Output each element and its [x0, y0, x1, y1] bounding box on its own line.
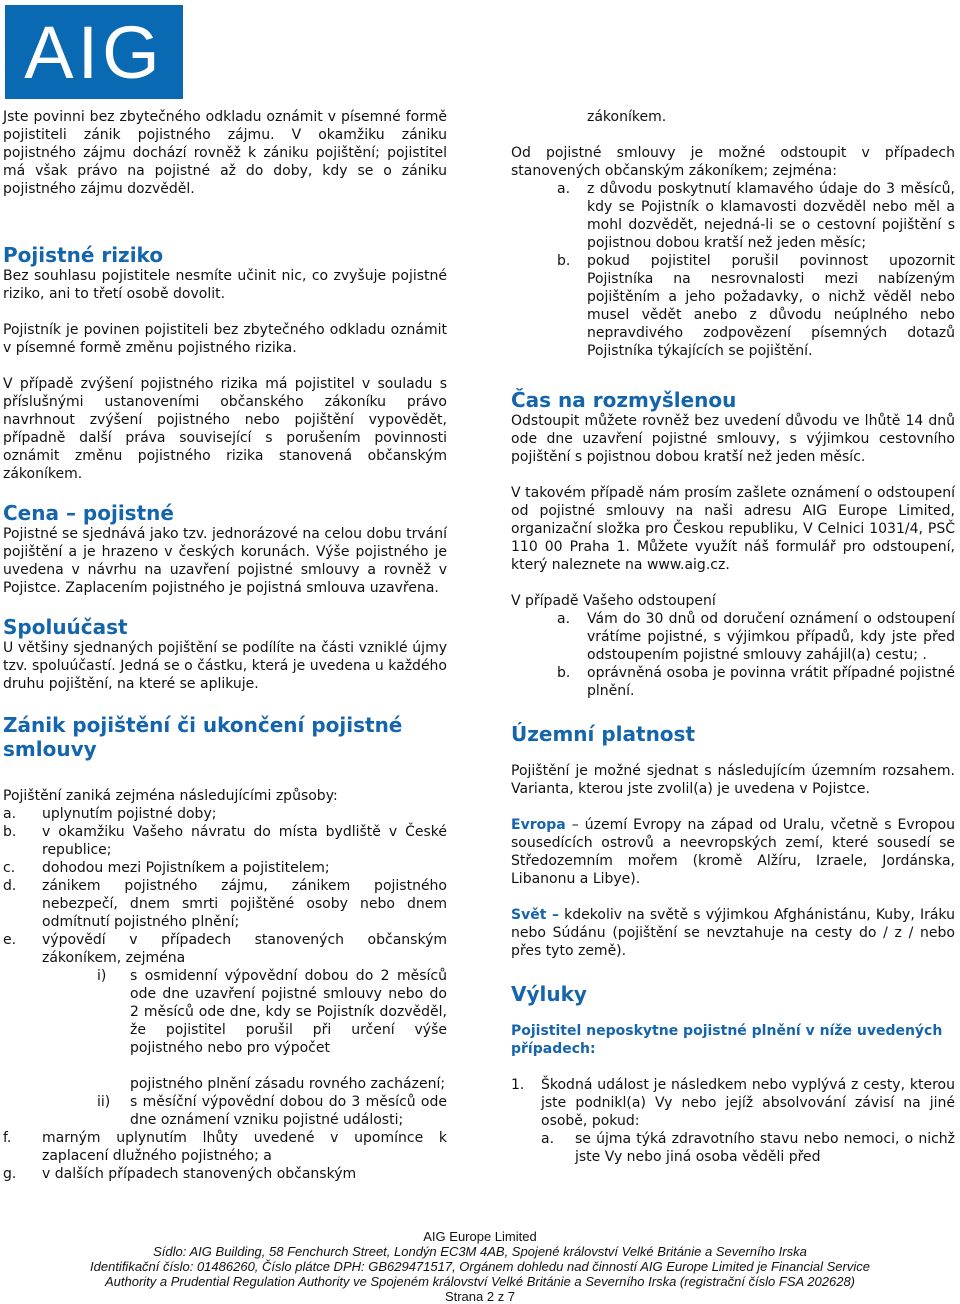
- cas-list: [511, 610, 955, 700]
- list-item-text: v dalších případech stanovených občanským: [42, 1166, 357, 1182]
- list-marker: g.: [3, 1166, 17, 1182]
- svet-label: Svět –: [511, 907, 559, 923]
- list-item-text: v okamžiku Vašeho návratu do místa bydliště v České republice;: [42, 824, 447, 858]
- list-marker: a.: [3, 806, 17, 822]
- list-item-text: z důvodu poskytnutí klamavého údaje do 3 měsíců, kdy se Pojistník o klamavosti dozvěděl nebo měl a mohl dozvědět, nejedná-li se o cestovní pojištění s pojistnou dobou kratší než jeden měsíc;: [587, 181, 955, 251]
- list-item: [511, 610, 955, 664]
- list-marker: 1.: [511, 1077, 525, 1093]
- page-number: Strana 2 z 7: [444, 1289, 516, 1304]
- page-footer: [0, 1229, 960, 1304]
- riziko-paragraph-2: Pojistník je povinen pojistiteli bez zbytečného odkladu oznámit v písemné formě změnu pojistného rizika.: [3, 322, 447, 356]
- riziko-paragraph-1: Bez souhlasu pojistitele nesmíte učinit nic, co zvyšuje pojistné riziko, ani to třetí osobě dovolit.: [3, 268, 447, 302]
- footer-company: AIG Europe Limited: [423, 1229, 537, 1244]
- cena-paragraph: Pojistné se sjednává jako tzv. jednorázové na celou dobu trvání pojištění a je hrazeno v českých korunách. Výše pojistného je uvedena v návrhu na uzavření pojistné smlouvy a rovněž v Pojistce. Zaplacením pojistného je pojistná smlouva uzavřena.: [3, 526, 447, 596]
- list-marker: b.: [3, 824, 17, 840]
- list-item-text: pojistného plnění zásadu rovného zacházení;: [130, 1076, 446, 1092]
- heading-cas-na-rozmyslenou: Čas na rozmyšlenou: [511, 388, 737, 412]
- list-item: [3, 859, 447, 877]
- list-item: [3, 931, 447, 967]
- odstoupit-paragraph: Od pojistné smlouvy je možné odstoupit v případech stanovených občanským zákoníkem; zejména:: [511, 145, 955, 179]
- list-item: [3, 823, 447, 859]
- list-item-text: oprávněná osoba je povinna vrátit případné pojistné plnění.: [587, 665, 955, 699]
- list-item-text: pokud pojistitel porušil povinnost upozornit Pojistníka na nesrovnalosti mezi nabízeným pojištěním a jeho požadavky, o nichž věděl nebo musel vědět anebo z důvodu neúplného nebo nepravdivého zodpovězení písemných dotazů Pojistníka týkajících se pojištění.: [587, 253, 955, 359]
- list-item: [511, 1130, 955, 1166]
- list-item: [511, 1076, 955, 1130]
- list-item: [3, 1093, 447, 1129]
- evropa-text: – území Evropy na západ od Uralu, včetně s Evropou sousedících ostrovů a neevropských zemí, které sousedí se Středozemním mořem (kromě Alžíru, Izraele, Jordánska, Libanonu a Libye).: [511, 817, 955, 887]
- evropa-label: Evropa: [511, 817, 566, 833]
- list-item: [3, 805, 447, 823]
- list-item-text: zánikem pojistného zájmu, zánikem pojistného nebezpečí, dnem smrti pojištěné osoby nebo dnem odmítnutí pojistného plnění;: [42, 878, 447, 930]
- continuation-text: zákoníkem.: [587, 109, 667, 125]
- list-marker: a.: [541, 1131, 555, 1147]
- footer-line-1: Sídlo: AIG Building, 58 Fenchurch Street, Londýn EC3M 4AB, Spojené království Velké Británie a Severního Irska: [153, 1244, 807, 1259]
- list-item: [3, 967, 447, 1057]
- left-column: [3, 108, 447, 1183]
- heading-pojistne-riziko: Pojistné riziko: [3, 243, 164, 267]
- list-item: [3, 1165, 447, 1183]
- list-item: [511, 252, 955, 360]
- list-item: [3, 1075, 447, 1093]
- list-marker: d.: [3, 878, 17, 894]
- list-item-text: Vám do 30 dnů od doručení oznámení o odstoupení vrátíme pojistné, s výjimkou případů, kdy jste před odstoupením pojistné smlouvy zahájil(a) cestu; .: [587, 611, 955, 663]
- zanik-intro: Pojištění zaniká zejména následujícími způsoby:: [3, 788, 338, 804]
- odstoupit-list: [511, 180, 955, 360]
- list-marker: c.: [3, 860, 16, 876]
- aig-logo: [5, 5, 183, 99]
- list-item-text: Škodná událost je následkem nebo vyplývá z cesty, kterou jste podnikl(a) Vy nebo jejíž absolvování závisí na jiné osobě, pokud:: [541, 1077, 955, 1129]
- logo-text: AIG: [24, 11, 164, 94]
- footer-line-3: Authority a Prudential Regulation Authority ve Spojeném království Velké Británie a Severního Irska (registrační číslo FSA 202628): [104, 1274, 856, 1289]
- list-marker: i): [97, 968, 107, 984]
- list-item-text: dohodou mezi Pojistníkem a pojistitelem;: [42, 860, 330, 876]
- evropa-paragraph: [511, 816, 955, 888]
- list-marker: a.: [557, 611, 571, 627]
- list-marker: b.: [557, 253, 571, 269]
- cas-paragraph-3: V případě Vašeho odstoupení: [511, 593, 716, 609]
- list-marker: e.: [3, 932, 17, 948]
- list-item-text: marným uplynutím lhůty uvedené v upomínce k zaplacení dlužného pojistného; a: [42, 1130, 447, 1164]
- list-marker: b.: [557, 665, 571, 681]
- spoluucast-paragraph: U většiny sjednaných pojištění se podílíte na části vzniklé újmy tzv. spoluúčastí. Jedná se o částku, která je uvedena u každého druhu pojištění, na které se aplikuje.: [3, 640, 447, 692]
- footer-line-2: Identifikační číslo: 01486260, Číslo plátce DPH: GB629471517, Orgánem dohledu nad činností AIG Europe Limited je Financial Service: [90, 1259, 870, 1274]
- svet-text: kdekoliv na světě s výjimkou Afghánistánu, Kuby, Iráku nebo Súdánu (pojištění se nevztahuje na cesty do / z / nebo přes tyto země).: [511, 907, 955, 959]
- uzemni-paragraph: Pojištění je možné sjednat s následujícím územním rozsahem. Varianta, kterou jste zvolil(a) je uvedena v Pojistce.: [511, 763, 955, 797]
- list-marker: a.: [557, 181, 571, 197]
- cas-paragraph-2: V takovém případě nám prosím zašlete oznámení o odstoupení od pojistné smlouvy na naši adresu AIG Europe Limited, organizační složka pro Českou republiku, V Celnici 1031/4, PSČ 110 00 Praha 1. Můžete využít náš formulář pro odstoupení, který naleznete na www.aig.cz.: [511, 485, 955, 573]
- heading-uzemni-platnost: Územní platnost: [511, 722, 696, 746]
- list-item-text: s měsíční výpovědní dobou do 3 měsíců ode dne oznámení vzniku pojistné události;: [130, 1094, 447, 1128]
- list-item: [511, 664, 955, 700]
- list-item: [3, 877, 447, 931]
- heading-spoluucast: Spoluúčast: [3, 615, 128, 639]
- svet-paragraph: [511, 906, 955, 960]
- heading-cena-pojistne: Cena – pojistné: [3, 501, 174, 525]
- intro-paragraph: Jste povinni bez zbytečného odkladu oznámit v písemné formě pojistiteli zánik pojistného zájmu. V okamžiku zániku pojistného zájmu dochází rovněž k zániku pojištění; pojistitel má však právo na pojistné až do doby, kdy se o zániku pojistného zájmu dozvěděl.: [3, 109, 447, 197]
- riziko-paragraph-3: V případě zvýšení pojistného rizika má pojistitel v souladu s příslušnými ustanoveními občanského zákoníku právo navrhnout zvýšení pojistného nebo pojištění vypovědět, případně další práva související s porušením povinnosti oznámit změnu pojistného rizika stanovená občanským zákoníkem.: [3, 376, 447, 482]
- vyluky-list: [511, 1076, 955, 1130]
- list-item-text: se újma týká zdravotního stavu nebo nemoci, o nichž jste Vy nebo jiná osoba věděli před: [575, 1131, 955, 1165]
- list-item-text: výpovědí v případech stanovených občanským zákoníkem, zejména: [42, 932, 447, 966]
- list-marker: ii): [97, 1094, 111, 1110]
- heading-vyluky: Výluky: [511, 982, 587, 1006]
- cas-paragraph-1: Odstoupit můžete rovněž bez uvedení důvodu ve lhůtě 14 dnů ode dne uzavření pojistné smlouvy, s výjimkou cestovního pojištění s pojistnou dobou kratší než jeden měsíc.: [511, 413, 955, 465]
- list-item: [511, 180, 955, 252]
- list-marker: f.: [3, 1130, 12, 1146]
- zanik-list: [3, 805, 447, 1183]
- vyluky-sublist: [511, 1130, 955, 1166]
- vyluky-subheading: Pojistitel neposkytne pojistné plnění v níže uvedených případech:: [511, 1023, 943, 1057]
- list-item-text: uplynutím pojistné doby;: [42, 806, 217, 822]
- list-item: [3, 1129, 447, 1165]
- heading-zanik-pojisteni: Zánik pojištění či ukončení pojistné smlouvy: [3, 713, 403, 761]
- list-item-text: s osmidenní výpovědní dobou do 2 měsíců ode dne uzavření pojistné smlouvy nebo do 2 měsíců ode dne, kdy se Pojistník dozvěděl, že pojistitel porušil při určení výše pojistného nebo pro výpočet: [130, 968, 447, 1056]
- right-column: [511, 108, 955, 1166]
